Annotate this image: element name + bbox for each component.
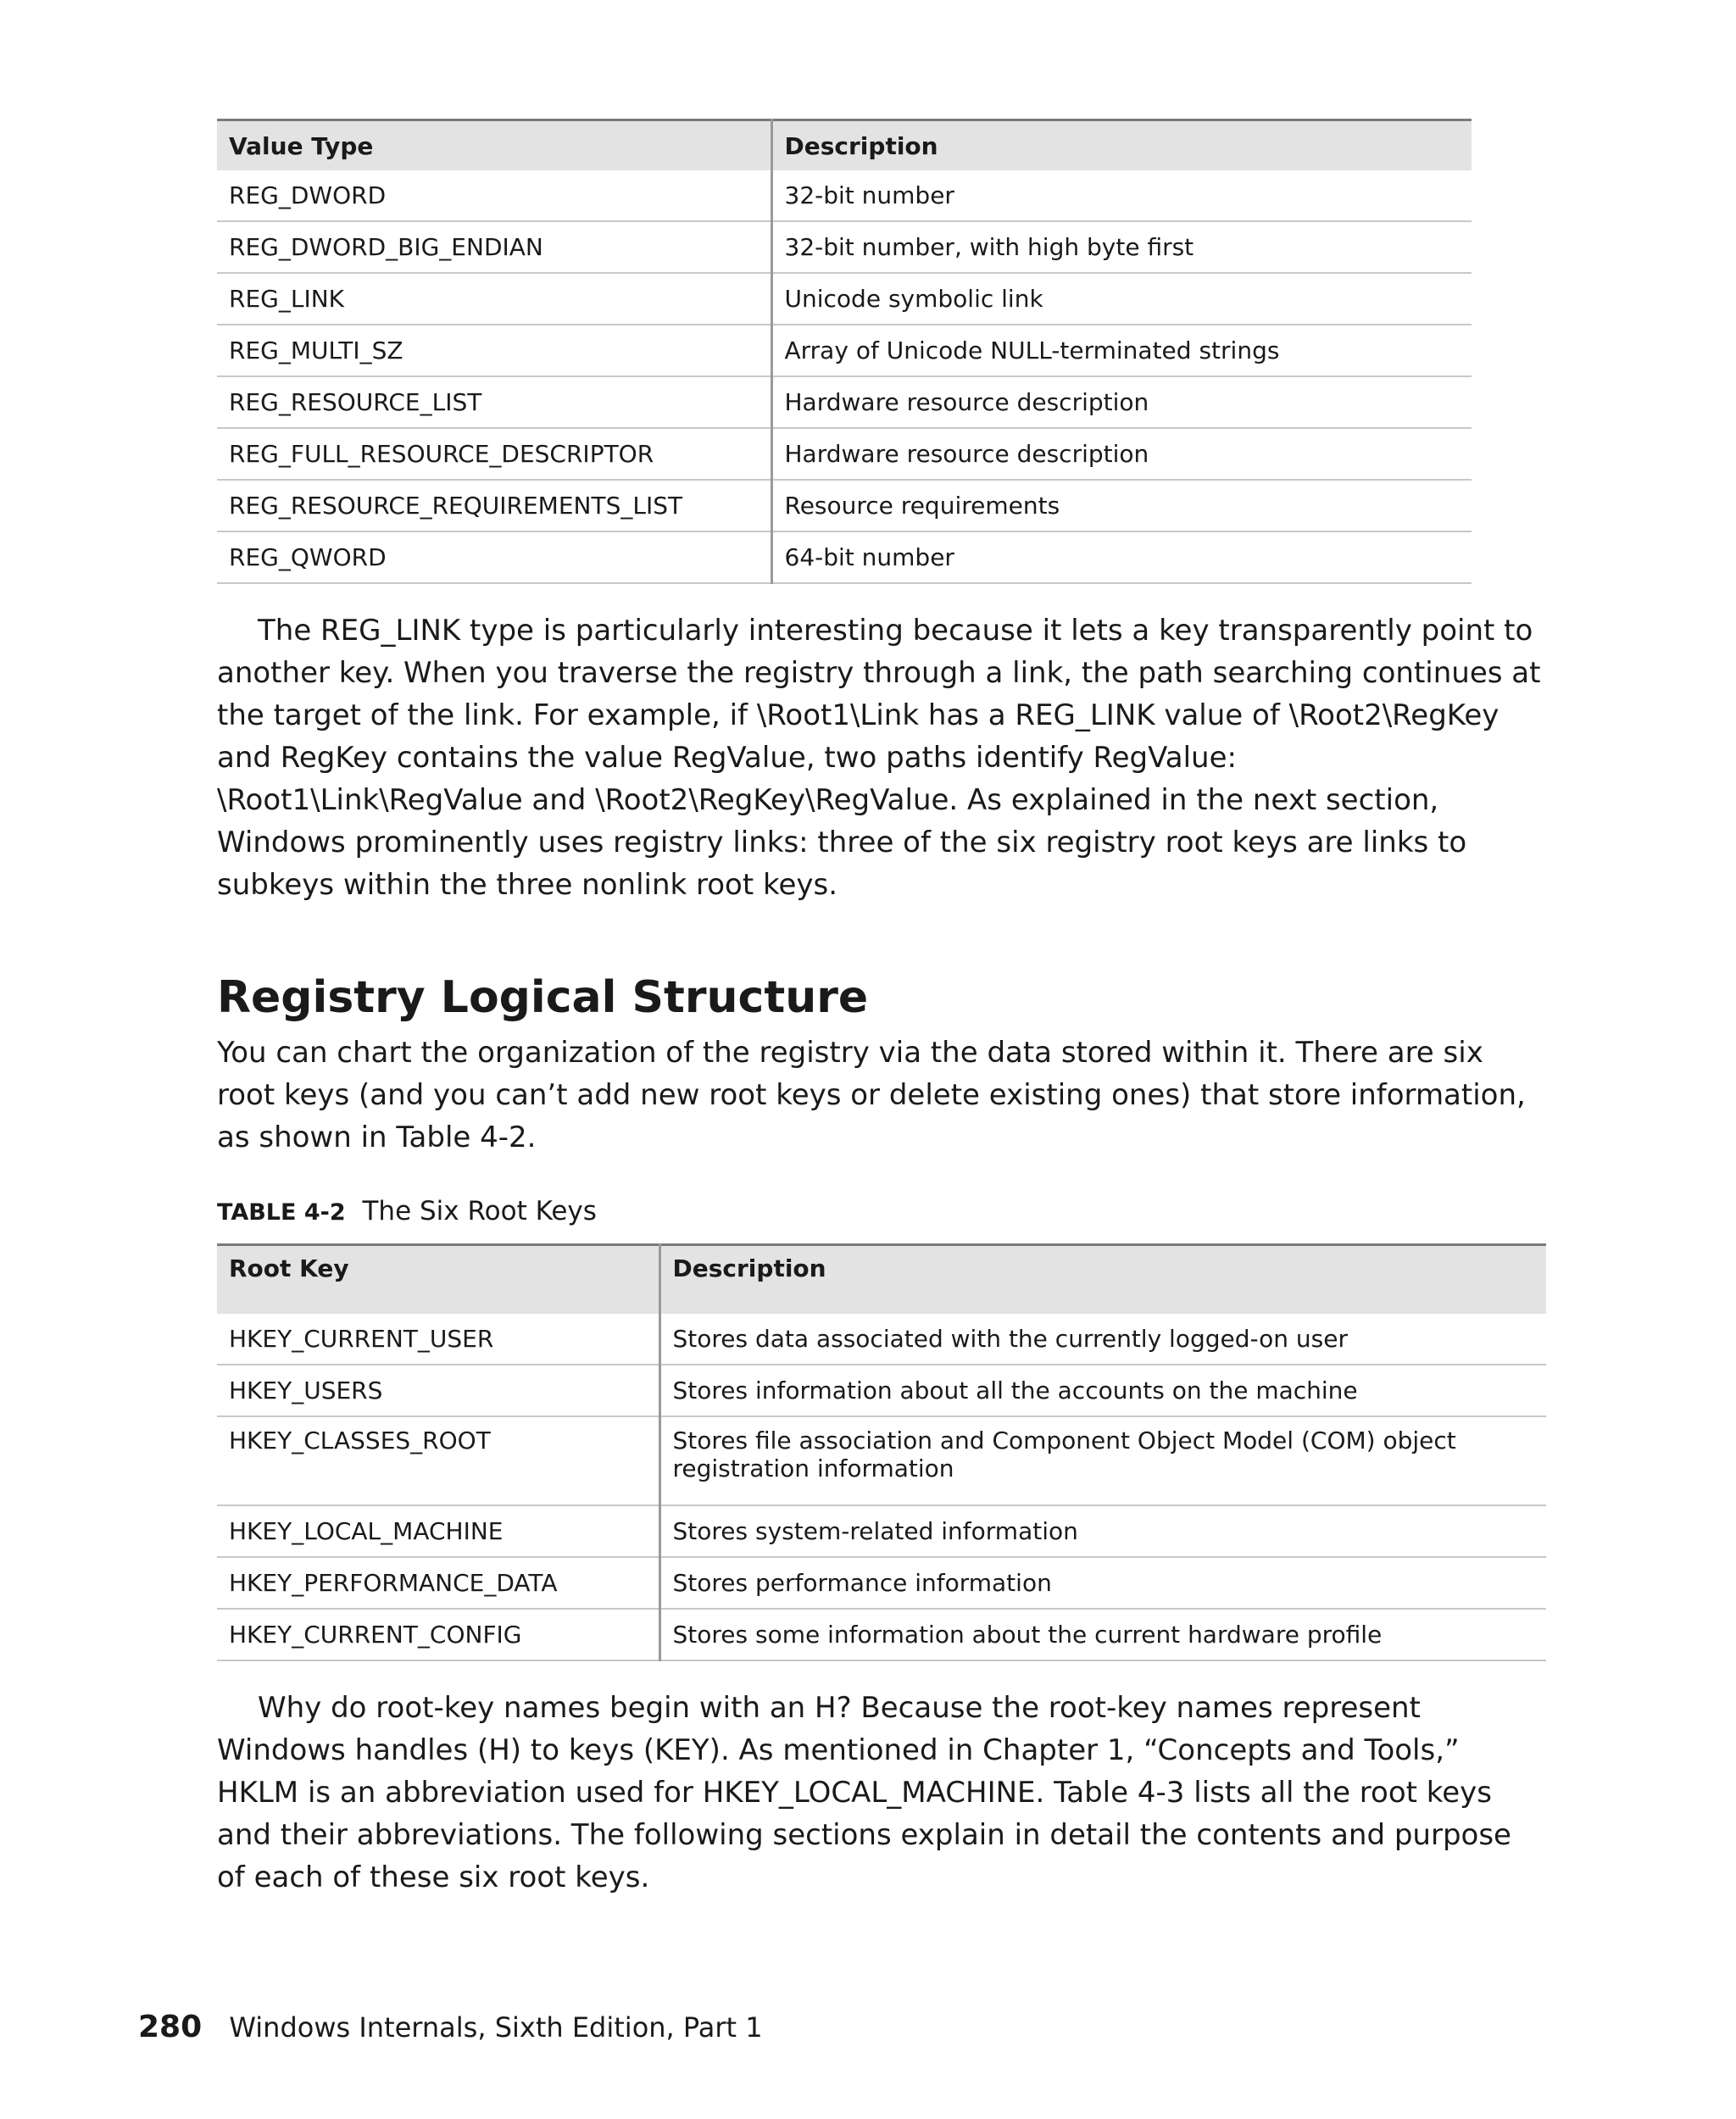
table-row xyxy=(217,428,1472,480)
table-header-row xyxy=(217,120,1472,171)
description-cell: Stores information about all the accounts on the machine xyxy=(659,1365,1546,1416)
reg-link-paragraph: The REG_LINK type is particularly interesting because it lets a key transparently point to another key. When you traverse the registry through a link, the path searching continues at the target of the link. For example, if \Root1\Link has a REG_LINK value of \Root2\RegKey and RegKey contains the value RegValue, two paths identify RegValue: \Root1\Link\RegValue and \Root2\RegKey\RegValue. As explained in the next section, Windows prominently uses registry links: three of the six registry root keys are links to subkeys within the three nonlink root keys. xyxy=(217,614,1541,902)
description-cell: Unicode symbolic link xyxy=(771,273,1472,325)
value-type-cell: REG_MULTI_SZ xyxy=(217,325,771,376)
table-row xyxy=(217,1365,1546,1416)
value-type-table xyxy=(217,119,1472,584)
section-heading: Registry Logical Structure xyxy=(217,972,869,1023)
description-cell: Array of Unicode NULL-terminated strings xyxy=(771,325,1472,376)
description-cell: 32-bit number xyxy=(771,170,1472,221)
description-cell: Stores some information about the current hardware profile xyxy=(659,1609,1546,1660)
table-row xyxy=(217,376,1472,428)
logical-structure-paragraph: You can chart the organization of the registry via the data stored within it. There are six root keys (and you can’t add new root keys or delete existing ones) that store information, as shown in Table 4-2. xyxy=(217,1036,1526,1154)
description-cell: Hardware resource description xyxy=(771,376,1472,428)
table-row xyxy=(217,1314,1546,1365)
root-key-cell: HKEY_USERS xyxy=(217,1365,659,1416)
root-key-names-paragraph: Why do root-key names begin with an H? Because the root-key names represent Windows handles (H) to keys (KEY). As mentioned in Chapter 1, “Concepts and Tools,” HKLM is an abbreviation used for HKEY_LOCAL_MACHINE. Table 4-3 lists all the root keys and their abbreviations. The following sections explain in detail the contents and purpose of each of these six root keys. xyxy=(217,1691,1511,1894)
value-type-cell: REG_DWORD xyxy=(217,170,771,221)
table-caption-title: The Six Root Keys xyxy=(362,1196,597,1226)
table-row xyxy=(217,325,1472,376)
root-key-cell: HKEY_CLASSES_ROOT xyxy=(217,1416,659,1505)
description-cell: Stores data associated with the currently logged-on user xyxy=(659,1314,1546,1365)
table-row xyxy=(217,1557,1546,1609)
description-cell: 32-bit number, with high byte first xyxy=(771,221,1472,273)
book-title: Windows Internals, Sixth Edition, Part 1 xyxy=(229,2011,763,2044)
description-cell: Resource requirements xyxy=(771,480,1472,531)
root-key-cell: HKEY_LOCAL_MACHINE xyxy=(217,1505,659,1557)
value-type-cell: REG_QWORD xyxy=(217,531,771,583)
table-row xyxy=(217,480,1472,531)
root-keys-table xyxy=(217,1243,1546,1661)
root-key-cell: HKEY_CURRENT_USER xyxy=(217,1314,659,1365)
table-caption xyxy=(217,1194,1546,1230)
description-cell: Stores system-related information xyxy=(659,1505,1546,1557)
column-header-description: Description xyxy=(771,120,1472,171)
root-key-cell: HKEY_CURRENT_CONFIG xyxy=(217,1609,659,1660)
value-type-cell: REG_LINK xyxy=(217,273,771,325)
table-row xyxy=(217,221,1472,273)
description-cell: Stores performance information xyxy=(659,1557,1546,1609)
root-key-cell: HKEY_PERFORMANCE_DATA xyxy=(217,1557,659,1609)
column-header-value-type: Value Type xyxy=(217,120,771,171)
table-row xyxy=(217,1609,1546,1660)
description-cell: Stores file association and Component Object Model (COM) object registration information xyxy=(659,1416,1546,1505)
table-header-row xyxy=(217,1245,1546,1315)
value-type-cell: REG_DWORD_BIG_ENDIAN xyxy=(217,221,771,273)
table-caption-tag: TABLE 4-2 xyxy=(217,1199,346,1226)
value-type-cell: REG_RESOURCE_REQUIREMENTS_LIST xyxy=(217,480,771,531)
column-header-root-key: Root Key xyxy=(217,1245,659,1315)
table-row xyxy=(217,531,1472,583)
table-row xyxy=(217,273,1472,325)
page-content xyxy=(217,119,1546,1899)
page-footer xyxy=(138,2009,763,2046)
value-type-cell: REG_RESOURCE_LIST xyxy=(217,376,771,428)
page-number: 280 xyxy=(138,2010,203,2044)
description-cell: Hardware resource description xyxy=(771,428,1472,480)
table-row xyxy=(217,1505,1546,1557)
column-header-description: Description xyxy=(659,1245,1546,1315)
description-cell: 64-bit number xyxy=(771,531,1472,583)
table-row xyxy=(217,170,1472,221)
table-row xyxy=(217,1416,1546,1505)
value-type-cell: REG_FULL_RESOURCE_DESCRIPTOR xyxy=(217,428,771,480)
